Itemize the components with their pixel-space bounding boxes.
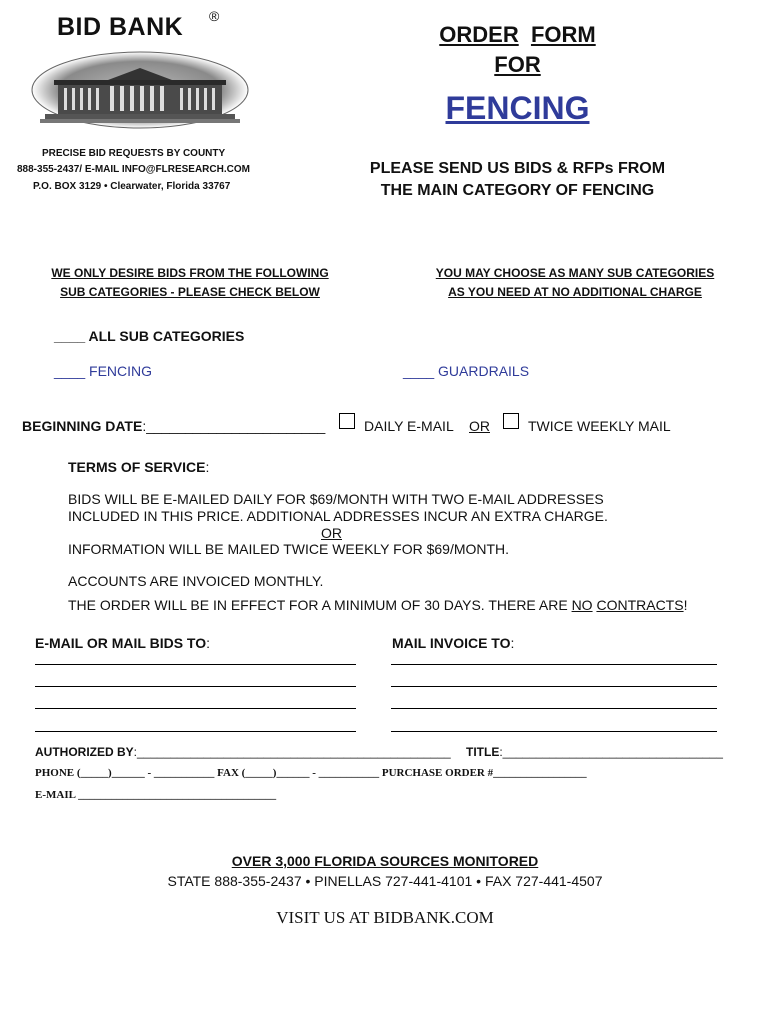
terms-title: TERMS OF SERVICE: [68, 459, 206, 475]
terms-line-2: INCLUDED IN THIS PRICE. ADDITIONAL ADDRESSES INCUR AN EXTRA CHARGE.: [68, 508, 608, 524]
title-label: TITLE: [466, 745, 500, 759]
phone-fax-po-line[interactable]: PHONE (_____)______ - ___________ FAX (_____)______ - ___________ PURCHASE ORDER #_________________: [35, 767, 587, 779]
beginning-date-blank[interactable]: :_______________________: [142, 418, 326, 434]
invoice-label-colon: :: [510, 635, 515, 651]
terms-line-4: ACCOUNTS ARE INVOICED MONTHLY.: [68, 573, 324, 589]
title-blank[interactable]: :_________________________________: [499, 745, 723, 759]
bids-address-line-1[interactable]: [35, 664, 356, 665]
bids-address-line-2[interactable]: [35, 686, 356, 687]
terms-line-5: [68, 597, 687, 613]
sources-monitored: OVER 3,000 FLORIDA SOURCES MONITORED: [231, 853, 539, 869]
option-guardrails[interactable]: ____ GUARDRAILS: [403, 363, 530, 379]
terms-line-1: BIDS WILL BE E-MAILED DAILY FOR $69/MONTH WITH TWO E-MAIL ADDRESSES: [68, 491, 604, 507]
logo-address: P.O. BOX 3129 • Clearwater, Florida 33767: [33, 181, 231, 192]
invoice-address-line-4[interactable]: [391, 731, 717, 732]
for-word: FOR: [494, 52, 541, 77]
email-label-colon: :: [206, 635, 211, 651]
send-line-1: PLEASE SEND US BIDS & RFPs FROM: [369, 160, 666, 177]
registered-mark: ®: [209, 8, 220, 24]
subcategory-instruction-left: [20, 264, 360, 302]
subcategory-instruction-right: [405, 264, 745, 302]
bids-address-line-3[interactable]: [35, 708, 356, 709]
beginning-date-field[interactable]: [22, 418, 325, 434]
category-title: FENCING: [445, 90, 590, 126]
send-bids-heading: [330, 158, 705, 202]
footer-phone-numbers: STATE 888-355-2437 • PINELLAS 727-441-4101 • FAX 727-441-4507: [167, 873, 603, 889]
daily-email-label: DAILY E-MAIL: [364, 418, 454, 434]
contracts-word: CONTRACTS: [596, 597, 684, 613]
beginning-date-label: BEGINNING DATE: [22, 418, 143, 434]
no-word: NO: [571, 597, 593, 613]
delivery-or: OR: [469, 418, 490, 434]
bids-address-line-4[interactable]: [35, 731, 356, 732]
terms-line-3: INFORMATION WILL BE MAILED TWICE WEEKLY FOR $69/MONTH.: [68, 541, 510, 557]
logo-tagline: PRECISE BID REQUESTS BY COUNTY: [42, 148, 226, 159]
option-fencing[interactable]: ____ FENCING: [54, 363, 153, 379]
email-or-mail-bids-label: [35, 635, 210, 651]
treasury-building-emblem: [30, 50, 250, 130]
terms-of-service-heading: [68, 459, 209, 475]
daily-email-checkbox[interactable]: [339, 413, 355, 429]
right-instruction-line-1: YOU MAY CHOOSE AS MANY SUB CATEGORIES: [435, 266, 715, 280]
terms-colon: :: [205, 459, 210, 475]
twice-weekly-mail-label: TWICE WEEKLY MAIL: [528, 418, 671, 434]
email-label-text: E-MAIL OR MAIL BIDS TO: [35, 635, 207, 651]
authorized-by-label: AUTHORIZED BY: [35, 745, 134, 759]
signature-email-line[interactable]: E-MAIL ____________________________________: [35, 789, 277, 801]
twice-weekly-mail-checkbox[interactable]: [503, 413, 519, 429]
authorized-by-field[interactable]: [35, 745, 451, 759]
visit-website[interactable]: VISIT US AT BIDBANK.COM: [276, 908, 494, 927]
option-all-subcategories[interactable]: ____ ALL SUB CATEGORIES: [54, 328, 245, 344]
logo-wordmark: BID BANK: [57, 13, 184, 41]
invoice-address-line-2[interactable]: [391, 686, 717, 687]
invoice-address-line-1[interactable]: [391, 664, 717, 665]
invoice-label-text: MAIL INVOICE TO: [392, 635, 511, 651]
form-word: FORM: [530, 22, 596, 47]
right-instruction-line-2: AS YOU NEED AT NO ADDITIONAL CHARGE: [448, 285, 702, 299]
authorized-by-blank[interactable]: :_______________________________________________: [133, 745, 451, 759]
order-word: ORDER: [439, 22, 519, 47]
terms-line-5-text: THE ORDER WILL BE IN EFFECT FOR A MINIMUM OF 30 DAYS. THERE ARE: [68, 597, 572, 613]
title-field[interactable]: [466, 745, 723, 759]
invoice-address-line-3[interactable]: [391, 708, 717, 709]
send-line-2: THE MAIN CATEGORY OF FENCING: [380, 182, 655, 199]
left-instruction-line-1: WE ONLY DESIRE BIDS FROM THE FOLLOWING: [51, 266, 329, 280]
exclamation: !: [683, 597, 688, 613]
logo-contact: 888-355-2437/ E-MAIL INFO@FLRESEARCH.COM: [17, 164, 250, 175]
order-form-title: [390, 20, 645, 80]
left-instruction-line-2: SUB CATEGORIES - PLEASE CHECK BELOW: [60, 285, 320, 299]
terms-or: OR: [321, 525, 342, 541]
mail-invoice-label: [392, 635, 514, 651]
